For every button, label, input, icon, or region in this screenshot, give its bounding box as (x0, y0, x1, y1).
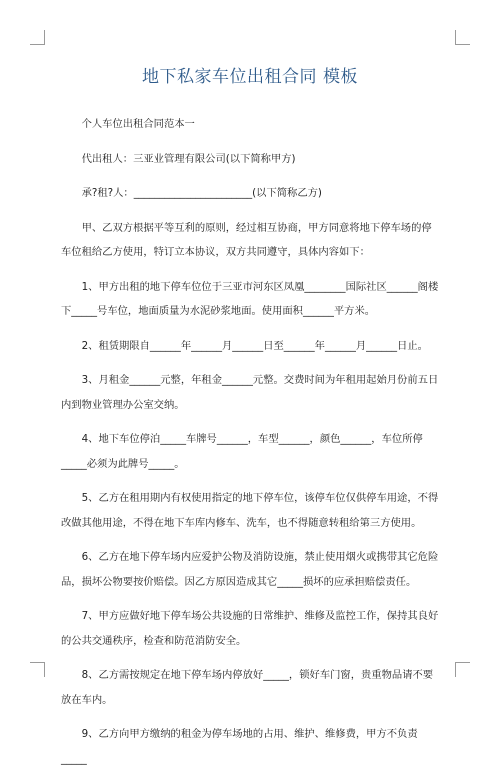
clause-5: 5、乙方在租用期内有权使用指定的地下停车位，该停车位仅供停车用途，不得改做其他用途，不得在地下车库内修车、洗车，也不得随意转租给第三方使用。 (61, 492, 439, 529)
paragraph-preamble: 甲、乙双方根据平等互利的原则，经过相互协商，甲方同意将地下停车场的停车位租给乙方使用，特订立本协议，双方共同遵守，具体内容如下： (61, 221, 432, 258)
clause-6: 6、乙方在地下停车场内应爱护公物及消防设施，禁止使用烟火或携带其它危险品，损坏公物要按价赔偿。因乙方原因造成其它_____损坏的应承担赔偿责任。 (61, 551, 439, 588)
clause-7: 7、甲方应做好地下停车场公共设施的日常维护、维修及监控工作，保持其良好的公共交通秩序，检查和防范消防安全。 (61, 610, 439, 647)
clause-1: 1、甲方出租的地下停车位位于三亚市河东区凤凰________国际社区______阁楼下_____号车位，地面质量为水泥砂浆地面。使用面积______平方米。 (61, 280, 439, 317)
paragraph-lessee: 承?租?人：_______________________(以下简称乙方) (81, 187, 322, 199)
crop-mark-top-right (455, 30, 470, 45)
crop-mark-bottom-right (455, 662, 470, 677)
paragraph-subtitle: 个人车位出租合同范本一 (81, 118, 195, 130)
crop-mark-bottom-left (30, 662, 45, 677)
document-title: 地下私家车位出租合同 模板 (142, 67, 358, 87)
clause-3: 3、月租金______元整，年租金______元整。交费时间为年租用起始月份前五日内到物业管理办公室交纳。 (61, 374, 439, 411)
clause-9: 9、乙方向甲方缴纳的租金为停车场地的占用、维护、维修费，甲方不负责_____ (61, 728, 418, 765)
clause-2: 2、租赁期限自______年______月______日至______年______月______日止。 (81, 339, 428, 352)
clause-8: 8、乙方需按规定在地下停车场内停放好_____，锁好车门窗，贵重物品请不要放在车内。 (61, 669, 434, 706)
crop-mark-top-left (30, 30, 45, 45)
document-body (61, 112, 440, 781)
paragraph-lessor: 代出租人：三亚业管理有限公司(以下简称甲方) (81, 152, 296, 165)
clause-4: 4、地下车位停泊_____车牌号______，车型______，颜色______，车位所停_____必须为此牌号_____。 (61, 433, 423, 470)
